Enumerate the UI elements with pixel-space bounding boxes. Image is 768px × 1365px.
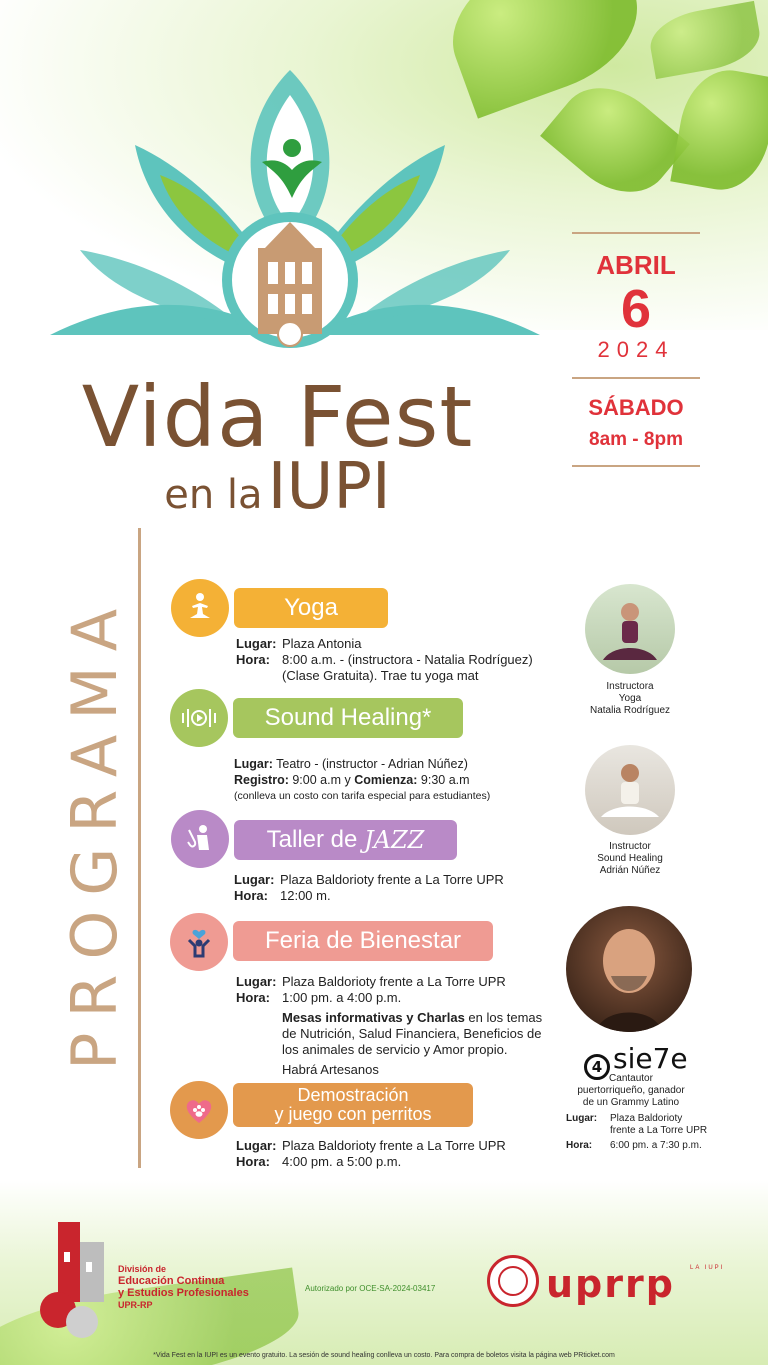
yoga-hora: 8:00 a.m. - (instructora - Natalia Rodríguez) — [282, 652, 533, 667]
caption-line: Natalia Rodríguez — [589, 705, 671, 716]
sie7e-mark-icon: 4 — [584, 1054, 610, 1080]
yoga-title: Yoga — [234, 588, 388, 628]
lugar-label: Lugar: — [234, 872, 275, 887]
perritos-lugar: Plaza Baldorioty frente a La Torre UPR — [282, 1138, 506, 1153]
perritos-title-line1: Demostración — [297, 1085, 409, 1105]
dec-text — [118, 1263, 249, 1311]
perritos-details — [236, 1138, 546, 1170]
event-subtitle — [0, 450, 555, 524]
date-hours: 8am - 8pm — [589, 429, 683, 450]
yoga-lugar: Plaza Antonia — [282, 636, 362, 651]
feria-mesas-bold: Mesas informativas y Charlas — [282, 1010, 465, 1025]
artist-caption — [566, 1073, 696, 1109]
lugar-label: Lugar: — [236, 636, 277, 651]
lugar-label: Lugar: — [566, 1113, 598, 1124]
sound-healing-title: Sound Healing* — [233, 698, 463, 738]
registro-label: Registro: — [234, 773, 289, 787]
wellness-person-icon — [170, 913, 228, 971]
date-day: 6 — [620, 279, 652, 339]
perritos-title — [233, 1083, 473, 1127]
paw-heart-icon — [170, 1081, 228, 1139]
lotus-tower-logo — [40, 50, 550, 350]
caption-line: de un Grammy Latino — [582, 1097, 680, 1108]
feria-lugar: Plaza Baldorioty frente a La Torre UPR — [282, 974, 506, 989]
jazz-lugar: Plaza Baldorioty frente a La Torre UPR — [280, 872, 504, 887]
comienza-label: Comienza: — [354, 773, 418, 787]
sound-note: (conlleva un costo con tarifa especial para estudiantes) — [234, 790, 491, 802]
lugar-label: Lugar: — [236, 974, 277, 989]
feria-details — [236, 974, 546, 1078]
dec-line4: UPR-RP — [118, 1300, 153, 1310]
event-subtitle-small: en la — [164, 472, 263, 518]
hora-label: Hora: — [234, 888, 268, 903]
caption-line: puertorriqueño, ganador — [577, 1085, 685, 1096]
hora-label: Hora: — [566, 1140, 593, 1151]
yoga-instructor-photo — [585, 584, 675, 674]
uprrp-logo: uprrp — [546, 1262, 675, 1306]
jazz-details — [234, 872, 544, 904]
artist-details — [566, 1113, 746, 1152]
date-year: 2024 — [597, 337, 675, 362]
jazz-title — [234, 820, 457, 860]
sie7e-logo-text: sie7e — [613, 1042, 688, 1075]
hora-label: Hora: — [236, 652, 270, 667]
sound-details — [234, 756, 544, 804]
lugar-label: Lugar: — [236, 1138, 277, 1153]
jazz-title-word: JAZZ — [364, 826, 425, 854]
dec-line2: Educación Continua — [118, 1275, 225, 1287]
artist-lugar1: Plaza Baldorioty — [610, 1113, 683, 1124]
authorization-text: Autorizado por OCE-SA-2024-03417 — [305, 1284, 436, 1293]
divider — [572, 377, 700, 379]
sound-instructor-caption — [575, 841, 685, 877]
seal-inner — [498, 1266, 528, 1296]
feria-hora: 1:00 pm. a 4:00 p.m. — [282, 990, 402, 1005]
perritos-title-line2: y juego con perritos — [274, 1104, 432, 1124]
yoga-instructor-caption — [575, 681, 685, 717]
hora-label: Hora: — [236, 1154, 270, 1169]
caption-line: Adrián Núñez — [599, 865, 661, 876]
sound-registro: 9:00 a.m y — [292, 773, 351, 787]
jazz-title-prefix: Taller de — [266, 826, 358, 853]
date-month: ABRIL — [596, 250, 676, 280]
caption-line: Cantautor — [609, 1073, 653, 1084]
divider — [572, 232, 700, 234]
sound-wave-icon — [170, 689, 228, 747]
jazz-hora: 12:00 m. — [280, 888, 331, 903]
lugar-label: Lugar: — [234, 757, 273, 771]
feria-mesas-rest: en los temas de Nutrición, Salud Financiera, Beneficios de los animales de servicio y Amor propio. — [282, 1010, 543, 1057]
sound-instructor-photo — [585, 745, 675, 835]
divider — [572, 465, 700, 467]
program-divider — [138, 528, 141, 1168]
yoga-note: (Clase Gratuita). Trae tu yoga mat — [282, 668, 479, 683]
artist-hora: 6:00 pm. a 7:30 p.m. — [610, 1140, 702, 1151]
date-weekday: SÁBADO — [588, 395, 684, 420]
dec-line1: División de — [118, 1264, 167, 1274]
yoga-pose-icon — [171, 579, 229, 637]
upr-seal-logo — [487, 1255, 539, 1307]
artist-photo — [566, 906, 692, 1032]
date-box — [572, 232, 700, 467]
feria-title: Feria de Bienestar — [233, 921, 493, 961]
artist-lugar2: frente a La Torre UPR — [610, 1125, 708, 1136]
perritos-hora: 4:00 pm. a 5:00 p.m. — [282, 1154, 402, 1169]
feria-artesanos: Habrá Artesanos — [282, 1062, 379, 1077]
caption-line: Sound Healing — [597, 853, 663, 864]
footnote: *Vida Fest en la IUPI es un evento gratuito. La sesión de sound healing conlleva un costo. Para compra de boletos visita la página web PRticket.com — [153, 1352, 615, 1359]
saxophone-player-icon — [171, 810, 229, 868]
la-iupi-text: LA IUPI — [690, 1265, 725, 1271]
caption-line: Instructor — [609, 841, 651, 852]
caption-line: Yoga — [618, 693, 642, 704]
hora-label: Hora: — [236, 990, 270, 1005]
caption-line: Instructora — [606, 681, 654, 692]
program-label: PROGRAMA — [58, 593, 131, 1070]
dec-upr-logo — [38, 1222, 110, 1342]
sound-comienza: 9:30 a.m — [420, 773, 470, 787]
event-subtitle-big: IUPI — [267, 450, 391, 524]
event-title: Vida Fest — [81, 368, 474, 466]
dec-line3: y Estudios Profesionales — [118, 1287, 249, 1299]
yoga-details — [236, 636, 546, 684]
sound-lugar: Teatro - (instructor - Adrian Núñez) — [276, 757, 468, 771]
